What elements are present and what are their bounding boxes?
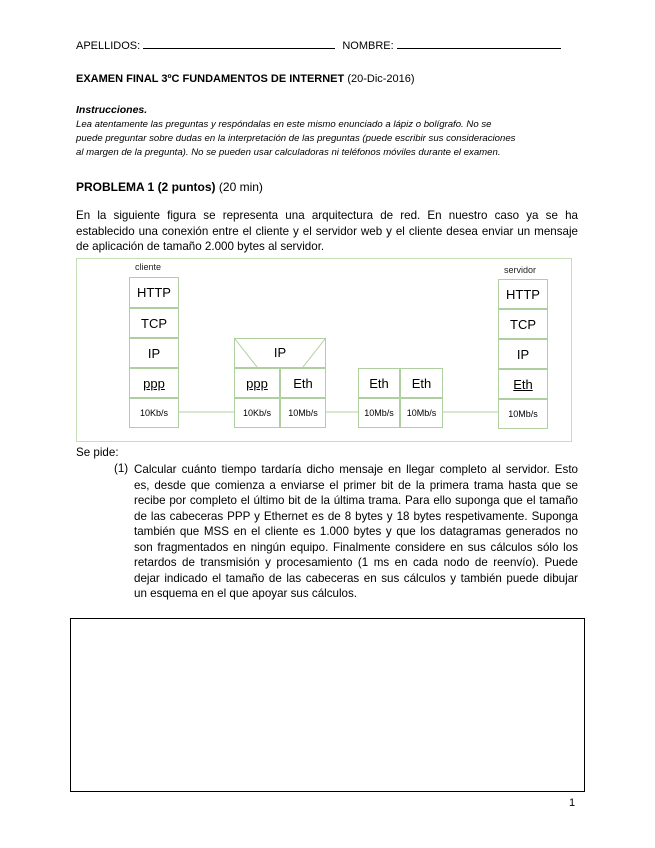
client-tcp: TCP	[129, 308, 179, 338]
nombre-field[interactable]	[397, 38, 561, 49]
router-ppp: ppp	[234, 368, 280, 398]
switch-rate-left: 10Mb/s	[358, 398, 400, 428]
answer-box[interactable]	[70, 618, 585, 792]
apellidos-label: APELLIDOS:	[76, 40, 141, 52]
intro-line: de aplicación de tamaño 2.000 bytes al servidor.	[76, 240, 325, 253]
server-label: servidor	[504, 265, 537, 275]
question-line: también que MSS en el cliente es 1.000 bytes y que los datagramas generados no	[134, 525, 578, 538]
switch-eth-left: Eth	[358, 368, 400, 398]
question-line: recibe por completo el último bit de la última trama. Para ello suponga que el tamaño	[134, 494, 578, 507]
server-ip: IP	[498, 339, 548, 369]
server-eth: Eth	[498, 369, 548, 399]
router	[234, 338, 326, 428]
page-number: 1	[569, 797, 576, 809]
client-rate: 10Kb/s	[129, 398, 179, 428]
question-line: de las cabeceras PPP y Ethernet es de 8 bytes y 18 bytes respetivamente. Suponga	[134, 509, 578, 523]
question-text	[134, 462, 578, 602]
server-tcp: TCP	[498, 309, 548, 339]
exam-title: EXAMEN FINAL 3ºC FUNDAMENTOS DE INTERNET	[76, 73, 345, 85]
router-ip-box	[234, 338, 326, 368]
instructions-line: puede preguntar sobre dudas en la interpretación de las preguntas (puede escribir sus consideraciones	[76, 133, 516, 144]
server-stack	[498, 279, 548, 429]
problem-title: PROBLEMA 1 (2 puntos)	[76, 180, 216, 194]
instructions-heading: Instrucciones.	[76, 104, 148, 116]
question-line: Calcular cuánto tiempo tardaría dicho mensaje en llegar completo al servidor. Esto	[134, 463, 578, 476]
router-ip: IP	[273, 345, 287, 360]
problem-title-line	[76, 180, 263, 194]
question-line: son fragmentados en ningún equipo. Finalmente considere en sus cálculos sólo los	[134, 540, 578, 554]
client-stack	[129, 277, 179, 428]
instructions	[76, 104, 580, 160]
question-prompt: Se pide:	[76, 446, 119, 459]
name-header	[76, 38, 561, 52]
intro-line: En la siguiente figura se representa una arquitectura de red. En nuestro caso ya se ha	[76, 209, 578, 222]
network-diagram	[76, 258, 572, 442]
router-eth: Eth	[280, 368, 326, 398]
router-rate-right: 10Mb/s	[280, 398, 326, 428]
problem-time: (20 min)	[218, 180, 263, 194]
switch-eth-right: Eth	[400, 368, 443, 398]
question-line: es, desde que comienza a enviarse el primer bit de la primera trama hasta que se	[134, 478, 578, 492]
switch	[358, 368, 443, 428]
question-line: dejar indicado el tamaño de las cabeceras en sus cálculos y también puede dibujar	[134, 571, 578, 585]
intro-line: establecido una conexión entre el cliente y el servidor web y el cliente desea enviar un mensaje	[76, 224, 578, 238]
apellidos-field[interactable]	[143, 38, 335, 49]
client-ppp: ppp	[129, 368, 179, 398]
instructions-line: al margen de la pregunta). No se pueden usar calculadoras ni teléfonos móviles durante el examen.	[76, 147, 501, 158]
exam-date: (20-Dic-2016)	[347, 73, 415, 85]
client-ip: IP	[129, 338, 179, 368]
question-line: un esquema en el que apoyar sus cálculos.	[134, 587, 357, 600]
nombre-label: NOMBRE:	[342, 40, 394, 52]
client-http: HTTP	[129, 277, 179, 308]
instructions-line: Lea atentamente las preguntas y respóndalas en este mismo enunciado a lápiz o bolígrafo. No se	[76, 119, 492, 130]
exam-title-line	[76, 73, 415, 85]
question-line: retardos de transmisión y procesamiento (1 ms en cada nodo de reenvío). Puede	[134, 556, 578, 569]
router-rate-left: 10Kb/s	[234, 398, 280, 428]
server-http: HTTP	[498, 279, 548, 309]
question-number: (1)	[114, 462, 129, 475]
switch-rate-right: 10Mb/s	[400, 398, 443, 428]
client-label: cliente	[135, 262, 162, 272]
server-rate: 10Mb/s	[498, 399, 548, 429]
problem-intro	[76, 208, 578, 255]
